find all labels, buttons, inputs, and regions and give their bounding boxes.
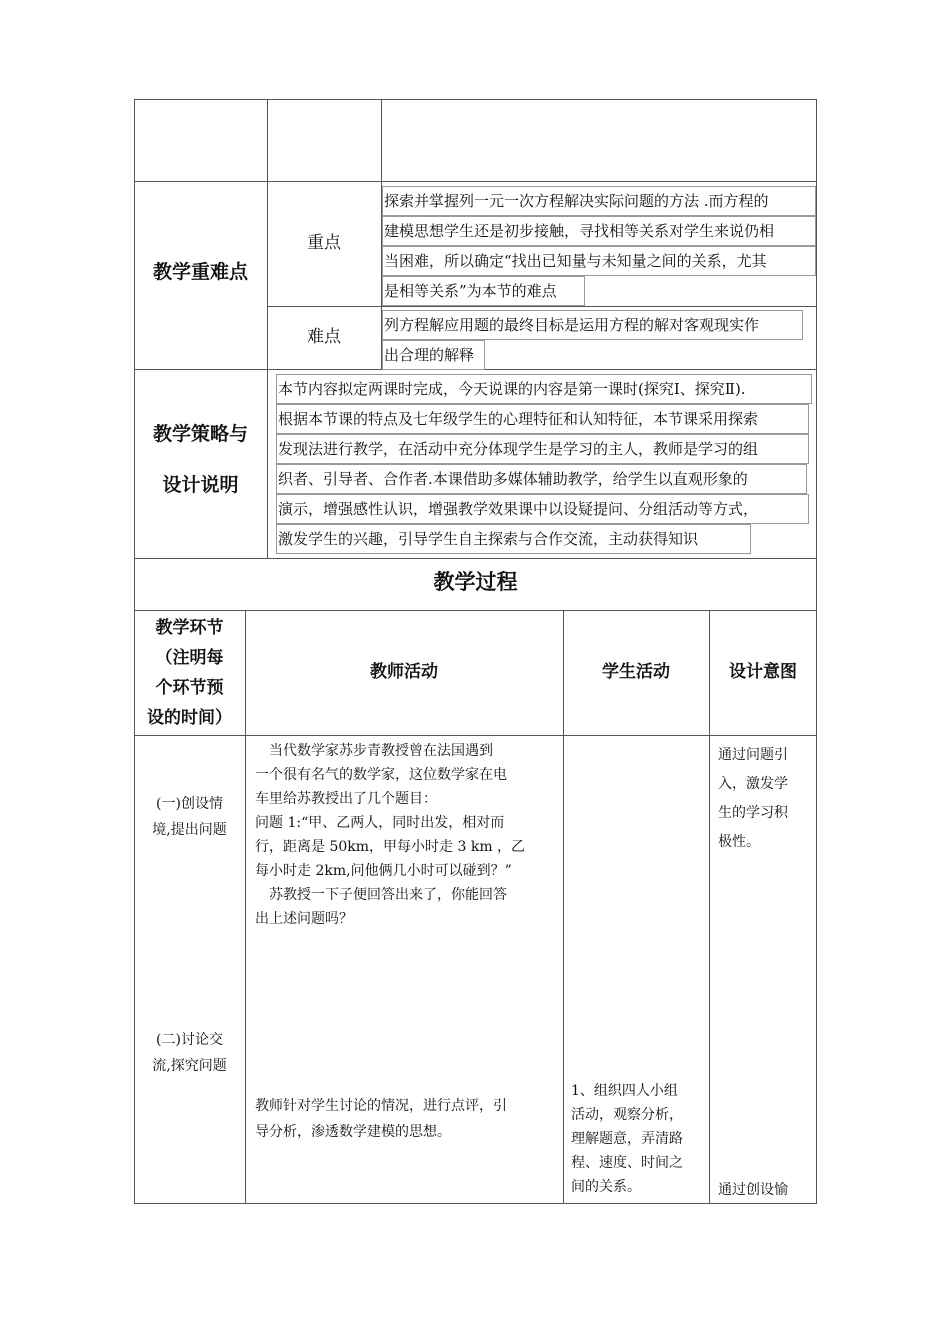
teacher-activity-1 [255, 739, 560, 931]
row-divider [134, 735, 817, 736]
strategy-line: 织者、引导者、合作者.本课借助多媒体辅助教学，给学生以直观形象的 [276, 464, 807, 494]
stage-1-label [134, 791, 245, 843]
teacher-line: 导分析，渗透数学建模的思想。 [255, 1124, 451, 1140]
row-divider [267, 306, 817, 307]
design-intent-1 [718, 741, 814, 857]
row-divider [134, 610, 817, 611]
intent-line: 入，激发学 [718, 776, 788, 792]
header-stage-line: 个环节预 [155, 678, 224, 698]
row-divider [134, 181, 817, 182]
difficulty-line: 列方程解应用题的最终目标是运用方程的解对客观现实作 [382, 310, 803, 340]
difficulty-line: 出合理的解释 [382, 340, 485, 370]
header-teacher: 教师活动 [370, 662, 438, 682]
student-line: 理解题意，弄清路 [571, 1131, 683, 1147]
intent-line: 通过问题引 [718, 747, 788, 763]
key-difficulty-label: 教学重难点 [152, 261, 248, 283]
teacher-line: 一个很有名气的数学家，这位数学家在电 [255, 767, 507, 783]
header-stage-line: （注明每 [155, 648, 224, 668]
intent-line: 极性。 [718, 834, 760, 850]
teacher-line: 每小时走 2km,问他俩几小时可以碰到？” [255, 863, 512, 879]
header-stage [134, 613, 245, 733]
strategy-text [276, 374, 816, 554]
strategy-line: 本节内容拟定两课时完成，今天说课的内容是第一课时(探究Ⅰ、探究Ⅱ). [276, 374, 812, 404]
strategy-label-line1: 教学策略与 [152, 423, 248, 445]
teacher-line: 车里给苏教授出了几个题目： [255, 791, 437, 807]
student-line: 程、速度、时间之 [571, 1155, 683, 1171]
key-point-line: 建模思想学生还是初步接触，寻找相等关系对学生来说仍相 [382, 216, 816, 246]
stage-2-line: 流,探究问题 [152, 1058, 227, 1074]
strategy-line: 发现法进行教学，在活动中充分体现学生是学习的主人，教师是学习的组 [276, 434, 809, 464]
design-intent-2: 通过创设愉 [718, 1182, 788, 1198]
stage-2-line: (二)讨论交 [156, 1032, 223, 1048]
key-point-label: 重点 [307, 233, 341, 253]
strategy-label-line2: 设计说明 [162, 474, 239, 496]
key-point-text [382, 186, 816, 306]
col-divider [709, 610, 710, 1204]
header-stage-line: 教学环节 [155, 618, 224, 638]
stage-1-line: (一)创设情 [156, 796, 223, 812]
student-line: 间的关系。 [571, 1179, 641, 1195]
difficulty-text [382, 310, 816, 370]
header-stage-line: 设的时间） [147, 708, 232, 728]
teacher-line: 出上述问题吗？ [255, 911, 353, 927]
key-point-line: 是相等关系”为本节的难点 [382, 276, 585, 306]
teacher-line: 教师针对学生讨论的情况，进行点评，引 [255, 1098, 507, 1114]
strategy-line: 演示，增强感性认识，增强教学效果课中以设疑提问、分组活动等方式， [276, 494, 809, 524]
teacher-activity-2 [255, 1093, 560, 1145]
student-line: 1、组织四人小组 [571, 1083, 678, 1099]
stage-1-line: 境,提出问题 [152, 822, 227, 838]
col-divider [245, 610, 246, 1204]
strategy-line: 激发学生的兴趣，引导学生自主探索与合作交流，主动获得知识 [276, 524, 751, 554]
header-student: 学生活动 [602, 662, 670, 682]
header-intent: 设计意图 [729, 662, 797, 682]
student-activity [571, 1079, 707, 1199]
stage-2-label [134, 1027, 245, 1079]
key-point-line: 探索并掌握列一元一次方程解决实际问题的方法 .而方程的 [382, 186, 816, 216]
teacher-line: 当代数学家苏步青教授曾在法国遇到 [255, 743, 493, 759]
student-line: 活动，观察分析， [571, 1107, 683, 1123]
col-divider [267, 369, 268, 559]
difficulty-label: 难点 [307, 327, 341, 347]
teacher-line: 苏教授一下子便回答出来了，你能回答 [255, 887, 507, 903]
teacher-line: 问题 1:“甲、乙两人，同时出发，相对而 [255, 815, 505, 831]
strategy-line: 根据本节课的特点及七年级学生的心理特征和认知特征，本节课采用探索 [276, 404, 809, 434]
key-point-line: 当困难，所以确定“找出已知量与未知量之间的关系，尤其 [382, 246, 816, 276]
col-divider [563, 610, 564, 1204]
intent-line: 生的学习积 [718, 805, 788, 821]
teacher-line: 行，距离是 50km，甲每小时走 3 km ，乙 [255, 839, 526, 855]
process-title: 教学过程 [433, 570, 518, 594]
